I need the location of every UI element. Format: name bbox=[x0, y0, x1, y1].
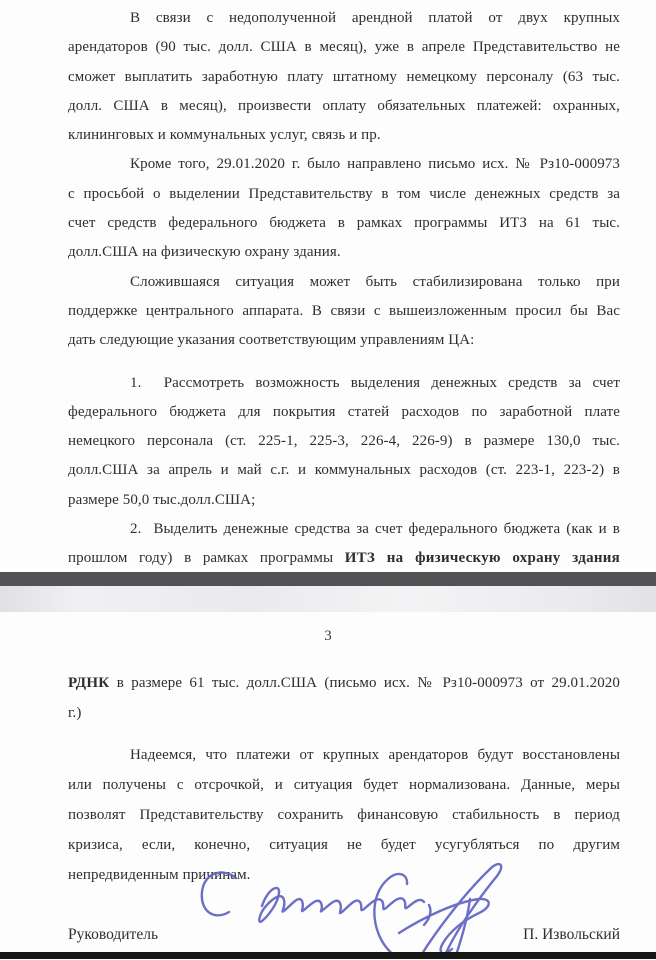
signer-title: Руководитель bbox=[68, 926, 159, 943]
text-line: поддержке центрального аппарата. В связи с вышеизложенным просил бы Вас bbox=[68, 302, 620, 319]
document-page-1 bbox=[68, 4, 620, 574]
text-line: счет средств федерального бюджета в рамках программы ИТЗ на 61 тыс. bbox=[68, 215, 620, 232]
text-line: г.) bbox=[68, 705, 82, 721]
text-line: немецкого персонала (ст. 225-1, 225-3, 226-4, 226-9) в размере 130,0 тыс. bbox=[68, 433, 620, 450]
text-run: в размере 61 тыс. долл.США (письмо исх. № Рз10-000973 от 29.01.2020 bbox=[109, 675, 620, 691]
text-line bbox=[68, 544, 620, 573]
list-item-line: 1. Рассмотреть возможность выделения денежных средств за счет bbox=[130, 374, 620, 391]
text-line: долл.США на физическую охрану здания. bbox=[68, 244, 341, 261]
closing-ink-stroke bbox=[424, 905, 430, 925]
bold-text-run: ИТЗ на физическую охрану здания bbox=[344, 550, 620, 567]
bottom-scan-bar bbox=[0, 952, 656, 959]
text-line: размере 50,0 тыс.долл.США; bbox=[68, 491, 256, 508]
closing-handwritten-text bbox=[0, 0, 1, 1]
text-line: долл.США за апрель и май с.г. и коммунальных расходов (ст. 223-1, 223-2) в bbox=[68, 462, 620, 479]
text-line: сможет выплатить заработную плату штатному немецкому персоналу (63 тыс. bbox=[68, 68, 620, 85]
text-line: непредвиденным причинам. bbox=[68, 867, 251, 883]
text-line: Сложившаяся ситуация может быть стабилизирована только при bbox=[130, 273, 620, 290]
text-line: долл. США в месяц), произвести оплату обязательных платежей: охранных, bbox=[68, 97, 620, 114]
text-line: с просьбой о выделении Представительству в том числе денежных средств за bbox=[68, 185, 620, 202]
text-line: Надеемся, что платежи от крупных арендаторов будут восстановлены bbox=[130, 747, 620, 763]
text-line: В связи с недополученной арендной платой от двух крупных bbox=[130, 10, 620, 26]
text-line: или получены с отсрочкой, и ситуация будет нормализована. Данные, меры bbox=[68, 777, 620, 793]
text-line: дать следующие указания соответствующим управлениям ЦА: bbox=[68, 332, 475, 349]
document-page-2 bbox=[68, 668, 620, 890]
text-line: Кроме того, 29.01.2020 г. было направлено письмо исх. № Рз10-000973 bbox=[130, 156, 620, 173]
scan-smudge bbox=[0, 586, 656, 612]
signer-name: П. Извольский bbox=[523, 926, 620, 943]
bold-text-run: РДНК bbox=[68, 675, 110, 691]
text-line: арендаторов (90 тыс. долл. США в месяц), уже в апреле Представительство не bbox=[68, 39, 620, 56]
closing-ink-stroke bbox=[259, 888, 424, 922]
list-item-line: 2. Выделить денежные средства за счет федерального бюджета (как и в bbox=[130, 521, 620, 538]
text-run: прошлом году) в рамках программы bbox=[68, 550, 345, 567]
text-line: кризиса, если, конечно, ситуация не будет усугубляться по другим bbox=[68, 837, 620, 853]
page-divider-bar bbox=[0, 572, 656, 586]
text-line: федерального бюджета для покрытия статей расходов по заработной плате bbox=[68, 403, 620, 420]
text-line bbox=[68, 668, 620, 698]
page-number: 3 bbox=[324, 628, 332, 644]
signer-row bbox=[68, 926, 620, 944]
text-line: позволят Представительству сохранить финансовую стабильность в период bbox=[68, 807, 620, 823]
text-line: клининговых и коммунальных услуг, связь и пр. bbox=[68, 127, 381, 144]
